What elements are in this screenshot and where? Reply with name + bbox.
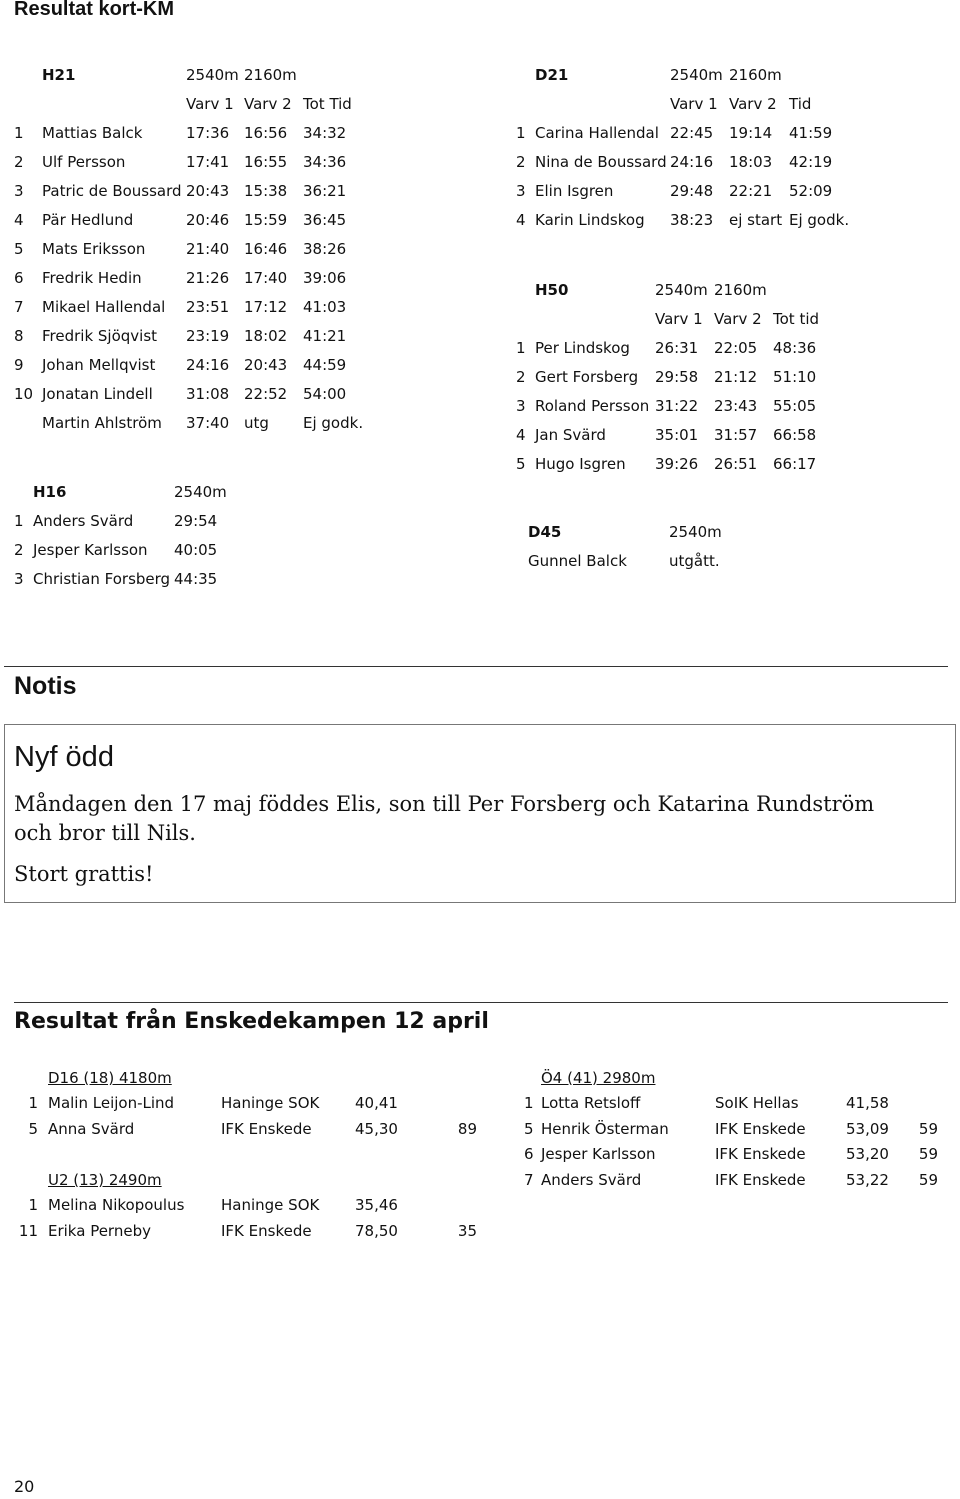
h50-row [516, 391, 853, 420]
h21-row-cell: Ej godk. [303, 413, 364, 432]
h21-row-cell: 16:46 [244, 239, 288, 258]
o4-header: Ö4 (41) 2980m [541, 1068, 656, 1087]
h50-row-cell: 39:26 [655, 454, 699, 473]
h50-row-cell: 23:43 [714, 396, 758, 415]
h50-row-cell: 21:12 [714, 367, 758, 386]
h50-row-cell: 26:31 [655, 338, 699, 357]
h21-row [14, 176, 383, 205]
h21-row-cell: Martin Ahlström [42, 413, 162, 432]
h21-row [14, 350, 383, 379]
h21-row-cell: 17:40 [244, 268, 288, 287]
h16-row-cell: Jesper Karlsson [33, 540, 148, 559]
h21-col-varv2: Varv 2 [244, 94, 292, 113]
d16-row [14, 1091, 477, 1117]
h21-distance-2: 2160m [244, 65, 297, 84]
d21-row-cell: 18:03 [729, 152, 773, 171]
h21-row [14, 408, 383, 437]
h21-row-cell: 4 [14, 210, 24, 229]
h50-row-cell: 3 [516, 396, 526, 415]
h21-row [14, 263, 383, 292]
d21-distance-2: 2160m [729, 65, 782, 84]
h21-row-cell: Jonatan Lindell [42, 384, 153, 403]
h21-row-cell: 44:59 [303, 355, 347, 374]
d45-runner-name: Gunnel Balck [528, 551, 627, 570]
d45-distance-1: 2540m [669, 522, 722, 541]
o4-row [524, 1142, 938, 1168]
notis-body-line-3: Stort grattis! [14, 862, 154, 886]
o4-row-cell: 1 [524, 1094, 534, 1113]
o4-row-cell: 7 [524, 1170, 534, 1189]
h21-row-cell: 15:38 [244, 181, 288, 200]
d16-row-cell: IFK Enskede [221, 1119, 312, 1138]
h21-row [14, 234, 383, 263]
h50-row-cell: 26:51 [714, 454, 758, 473]
o4-row-cell: 41,58 [846, 1094, 889, 1113]
h16-row [14, 506, 244, 535]
d16-header: D16 (18) 4180m [48, 1068, 172, 1087]
u2-row-cell: Haninge SOK [221, 1196, 320, 1215]
h21-row-cell: 10 [14, 384, 34, 403]
u2-row-cell [437, 1193, 477, 1219]
h16-results-table [14, 477, 244, 593]
h21-row-cell: 23:51 [186, 297, 230, 316]
o4-row [524, 1091, 938, 1117]
h21-row [14, 118, 383, 147]
h21-row-cell: 22:52 [244, 384, 288, 403]
h21-row-cell: 34:36 [303, 152, 347, 171]
o4-row-cell: 5 [524, 1119, 534, 1138]
o4-row-cell: Jesper Karlsson [541, 1145, 656, 1164]
h21-row-cell: 17:36 [186, 123, 230, 142]
h50-row-cell: 55:05 [773, 396, 817, 415]
h16-row [14, 564, 244, 593]
d21-row-cell: 1 [516, 123, 526, 142]
d21-row-cell: 24:16 [670, 152, 714, 171]
d21-row [516, 147, 869, 176]
h21-row-cell: 20:43 [186, 181, 230, 200]
h21-row-cell: Fredrik Sjöqvist [42, 326, 158, 345]
h50-row-cell: 29:58 [655, 367, 699, 386]
h21-row-cell: 41:03 [303, 297, 347, 316]
h21-row-cell: 38:26 [303, 239, 347, 258]
d21-row-cell: 42:19 [789, 152, 833, 171]
h21-row-cell: Mikael Hallendal [42, 297, 166, 316]
d21-row [516, 205, 869, 234]
d21-row-cell: 19:14 [729, 123, 773, 142]
d21-col-varv1: Varv 1 [670, 94, 718, 113]
d45-class-label: D45 [528, 522, 562, 541]
h50-row-cell: 66:58 [773, 425, 817, 444]
d21-row-cell: 3 [516, 181, 526, 200]
h21-row-cell: 34:32 [303, 123, 347, 142]
h21-row-cell: 16:56 [244, 123, 288, 142]
h50-row-cell: 51:10 [773, 367, 817, 386]
enskede-right-table [524, 1065, 938, 1193]
h50-row [516, 333, 853, 362]
h21-row-cell: 36:45 [303, 210, 347, 229]
o4-row-cell: Lotta Retsloff [541, 1094, 641, 1113]
u2-row-cell: IFK Enskede [221, 1221, 312, 1240]
h21-row-cell: 41:21 [303, 326, 347, 345]
d21-class-label: D21 [535, 65, 569, 84]
h16-distance-1: 2540m [174, 482, 227, 501]
h21-row-cell: Pär Hedlund [42, 210, 134, 229]
d21-results-table [516, 60, 869, 234]
h16-row [14, 535, 244, 564]
h21-row [14, 205, 383, 234]
h16-row-cell: 29:54 [174, 511, 218, 530]
h21-row [14, 292, 383, 321]
u2-header: U2 (13) 2490m [48, 1170, 162, 1189]
o4-row-cell: Henrik Österman [541, 1119, 669, 1138]
u2-row [14, 1218, 477, 1244]
h50-row [516, 420, 853, 449]
h16-row-cell: 40:05 [174, 540, 218, 559]
h21-row [14, 379, 383, 408]
d21-row-cell: Elin Isgren [535, 181, 614, 200]
h50-row-cell: Roland Persson [535, 396, 650, 415]
h21-row-cell: 15:59 [244, 210, 288, 229]
h16-class-label: H16 [33, 482, 67, 501]
h21-col-varv1: Varv 1 [186, 94, 234, 113]
d21-row-cell: 41:59 [789, 123, 833, 142]
h16-row-cell: 44:35 [174, 569, 218, 588]
h21-row-cell: 3 [14, 181, 24, 200]
o4-row-cell: IFK Enskede [715, 1170, 806, 1189]
h21-row-cell: 9 [14, 355, 24, 374]
d21-row-cell: Karin Lindskog [535, 210, 645, 229]
h50-row-cell: 22:05 [714, 338, 758, 357]
o4-row-cell: 6 [524, 1145, 534, 1164]
h50-results-table [516, 275, 853, 478]
h21-row-cell: 24:16 [186, 355, 230, 374]
o4-row-cell: 59 [918, 1119, 938, 1138]
notis-body-line-1: Måndagen den 17 maj föddes Elis, son till Per Forsberg och Katarina Rundström [14, 792, 875, 816]
h21-row-cell: 18:02 [244, 326, 288, 345]
enskede-left-table [14, 1065, 477, 1244]
h50-row [516, 362, 853, 391]
h50-row-cell: 4 [516, 425, 526, 444]
o4-row-cell: IFK Enskede [715, 1119, 806, 1138]
h50-row [516, 449, 853, 478]
h21-row-cell: 31:08 [186, 384, 230, 403]
enskede-divider [14, 1002, 948, 1003]
h21-row-cell [14, 408, 42, 437]
page-number: 20 [14, 1477, 35, 1496]
h21-row-cell: 20:43 [244, 355, 288, 374]
h50-row-cell: 31:22 [655, 396, 699, 415]
o4-row-cell: IFK Enskede [715, 1145, 806, 1164]
h21-row-cell: 1 [14, 123, 24, 142]
h21-row-cell: 36:21 [303, 181, 347, 200]
h50-row-cell: 2 [516, 367, 526, 386]
notis-title: Notis [14, 672, 77, 700]
d45-results-table [528, 517, 749, 575]
h21-row-cell: 17:41 [186, 152, 230, 171]
h21-row-cell: Johan Mellqvist [42, 355, 156, 374]
h50-distance-2: 2160m [714, 280, 767, 299]
h16-row-cell: 3 [14, 569, 24, 588]
h50-row-cell: Per Lindskog [535, 338, 630, 357]
h21-row-cell: 8 [14, 326, 24, 345]
h50-row-cell: 66:17 [773, 454, 817, 473]
d16-row-cell: 1 [28, 1094, 38, 1113]
d21-row-cell: 22:45 [670, 123, 714, 142]
h21-row [14, 321, 383, 350]
d21-row-cell: 52:09 [789, 181, 833, 200]
u2-row-cell: Melina Nikopoulus [48, 1196, 185, 1215]
d21-row-cell: 4 [516, 210, 526, 229]
h21-row-cell: 39:06 [303, 268, 347, 287]
o4-row-cell: 59 [918, 1145, 938, 1164]
d16-row-cell: 45,30 [355, 1119, 398, 1138]
h21-row-cell: 7 [14, 297, 24, 316]
h21-row-cell: Mattias Balck [42, 123, 143, 142]
h21-row-cell: 23:19 [186, 326, 230, 345]
h16-row-cell: Anders Svärd [33, 511, 134, 530]
h16-row-cell: 2 [14, 540, 24, 559]
h16-row-cell: Christian Forsberg [33, 569, 171, 588]
h50-row-cell: 48:36 [773, 338, 817, 357]
u2-row-cell: 11 [18, 1221, 38, 1240]
h21-row-cell: 16:55 [244, 152, 288, 171]
h21-class-label: H21 [42, 65, 76, 84]
o4-row-cell: 53,20 [846, 1145, 889, 1164]
h21-row-cell: Fredrik Hedin [42, 268, 142, 287]
o4-row-cell: SoIK Hellas [715, 1094, 799, 1113]
d16-row [14, 1116, 477, 1142]
h21-row-cell: 37:40 [186, 413, 230, 432]
h21-row-cell: Mats Eriksson [42, 239, 146, 258]
d21-row-cell: Carina Hallendal [535, 123, 659, 142]
d21-distance-1: 2540m [670, 65, 723, 84]
o4-row-cell [894, 1091, 938, 1117]
d21-col-total: Tid [789, 94, 812, 113]
h50-row-cell: 1 [516, 338, 526, 357]
d21-row-cell: Nina de Boussard [535, 152, 667, 171]
u2-row-cell: 35 [457, 1221, 477, 1240]
h21-row-cell: 2 [14, 152, 24, 171]
h50-row-cell: Gert Forsberg [535, 367, 639, 386]
d21-row-cell: 29:48 [670, 181, 714, 200]
h21-row-cell: 21:40 [186, 239, 230, 258]
d16-row-cell: 89 [457, 1119, 477, 1138]
notis-body-line-2: och bror till Nils. [14, 821, 196, 845]
h21-row-cell: Ulf Persson [42, 152, 126, 171]
d21-row-cell: Ej godk. [789, 210, 850, 229]
h16-row-cell: 1 [14, 511, 24, 530]
d21-row [516, 118, 869, 147]
h50-row-cell: 31:57 [714, 425, 758, 444]
h50-distance-1: 2540m [655, 280, 708, 299]
h21-row-cell: 54:00 [303, 384, 347, 403]
u2-row-cell: 1 [28, 1196, 38, 1215]
d45-runner-result: utgått. [669, 551, 720, 570]
h50-class-label: H50 [535, 280, 569, 299]
d21-row [516, 176, 869, 205]
o4-row-cell: 53,22 [846, 1170, 889, 1189]
h21-row-cell: Patric de Boussard [42, 181, 182, 200]
page-title: Resultat kort-KM [14, 0, 175, 20]
h21-row-cell: utg [244, 413, 269, 432]
d21-col-varv2: Varv 2 [729, 94, 777, 113]
h21-row [14, 147, 383, 176]
d16-row-cell [437, 1091, 477, 1117]
d16-row-cell: Anna Svärd [48, 1119, 135, 1138]
o4-row [524, 1116, 938, 1142]
o4-row-cell: Anders Svärd [541, 1170, 642, 1189]
h50-row-cell: Jan Svärd [535, 425, 606, 444]
o4-row [524, 1167, 938, 1193]
u2-row-cell: Erika Perneby [48, 1221, 151, 1240]
h21-row-cell: 21:26 [186, 268, 230, 287]
h21-distance-1: 2540m [186, 65, 239, 84]
h50-row-cell: 5 [516, 454, 526, 473]
notis-divider [4, 666, 948, 667]
u2-row-cell: 78,50 [355, 1221, 398, 1240]
h50-row-cell: 35:01 [655, 425, 699, 444]
h21-row-cell: 17:12 [244, 297, 288, 316]
d16-row-cell: Malin Leijon-Lind [48, 1094, 175, 1113]
h50-col-varv2: Varv 2 [714, 309, 762, 328]
o4-row-cell: 59 [918, 1170, 938, 1189]
notis-heading: Nyf ödd [14, 741, 114, 773]
d21-row-cell: ej start [729, 210, 783, 229]
h21-results-table [14, 60, 383, 437]
u2-row [14, 1193, 477, 1219]
h50-col-varv1: Varv 1 [655, 309, 703, 328]
h50-row-cell: Hugo Isgren [535, 454, 626, 473]
h21-row-cell: 5 [14, 239, 24, 258]
enskede-title: Resultat från Enskedekampen 12 april [14, 1009, 489, 1034]
d21-row-cell: 22:21 [729, 181, 773, 200]
o4-row-cell: 53,09 [846, 1119, 889, 1138]
h21-row-cell: 6 [14, 268, 24, 287]
h50-col-total: Tot tid [773, 309, 820, 328]
d16-row-cell: 40,41 [355, 1094, 398, 1113]
h21-col-total: Tot Tid [303, 94, 352, 113]
u2-row-cell: 35,46 [355, 1196, 398, 1215]
h21-row-cell: 20:46 [186, 210, 230, 229]
d16-row-cell: 5 [28, 1119, 38, 1138]
d21-row-cell: 2 [516, 152, 526, 171]
d16-row-cell: Haninge SOK [221, 1094, 320, 1113]
d21-row-cell: 38:23 [670, 210, 714, 229]
